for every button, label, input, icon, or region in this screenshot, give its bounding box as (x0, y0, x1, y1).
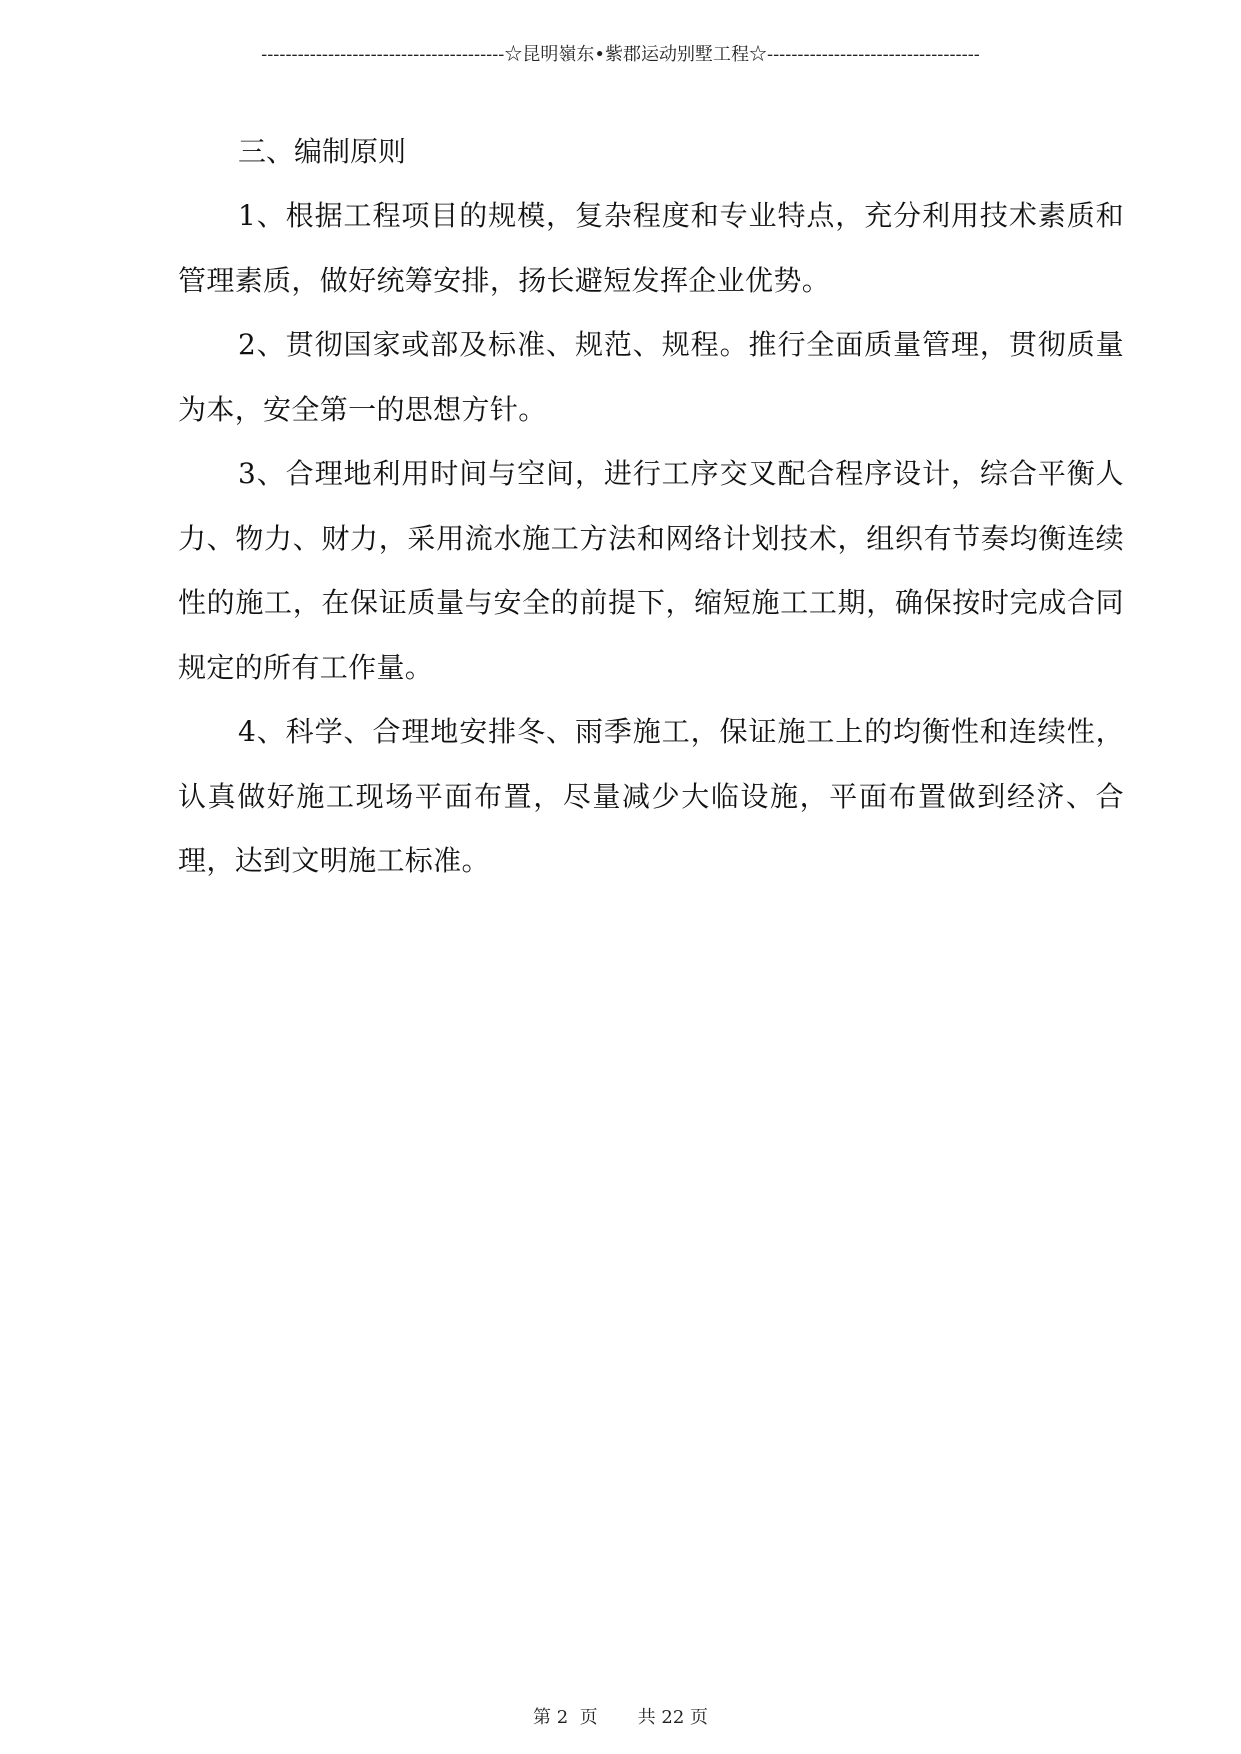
paragraph-3: 3、合理地利用时间与空间，进行工序交叉配合程序设计，综合平衡人力、物力、财力，采用流水施工方法和网络计划技术，组织有节奏均衡连续性的施工，在保证质量与安全的前提下，缩短施工工期，确保按时完成合同规定的所有工作量。 (178, 457, 1124, 684)
document-body (178, 120, 1124, 894)
paragraph-4: 4、科学、合理地安排冬、雨季施工，保证施工上的均衡性和连续性，认真做好施工现场平面布置，尽量减少大临设施，平面布置做到经济、合理，达到文明施工标准。 (178, 715, 1124, 877)
page-header: ----------------------------------------☆昆明嶺东•紫郡运动别墅工程☆----------------------------------- (261, 44, 980, 65)
section-heading: 三、编制原则 (238, 135, 407, 168)
paragraph-1: 1、根据工程项目的规模，复杂程度和专业特点，充分利用技术素质和管理素质，做好统筹安排，扬长避短发挥企业优势。 (178, 199, 1124, 297)
paragraph-2: 2、贯彻国家或部及标准、规范、规程。推行全面质量管理，贯彻质量为本，安全第一的思想方针。 (178, 328, 1124, 426)
page-number-footer: 第 2 页 共 22 页 (532, 1707, 709, 1728)
